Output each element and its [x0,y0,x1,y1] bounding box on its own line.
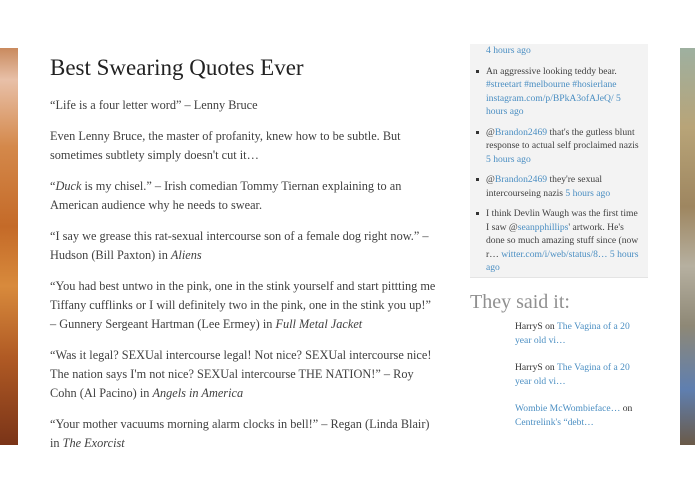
twitter-widget [470,44,648,278]
recent-comments-list [470,320,648,430]
tweet-link[interactable]: 5 hours ago [486,92,621,117]
tweet-link[interactable]: #streetart #melbourne #hosierlane instagram.com/p/BPkA3ofAJeQ/ [486,79,617,104]
comment-post-link[interactable]: The Vagina of a 20 year old vi… [515,362,630,387]
post-body [50,96,440,453]
tweet-link[interactable]: 5 hours ago [486,248,639,273]
paragraph-text: “Was it legal? SEXUal intercourse legal! Not nice? SEXUal intercourse nice! The nation says I'm not nice? SEXUal intercourse THE NATION!” – Roy Cohn (Al Pacino) in [50,348,432,400]
paragraph-text: “Life is a four letter word” – Lenny Bruce [50,98,258,112]
paragraph-text: “I say we grease this rat-sexual intercourse son of a female dog right now.” – Hudson (Bill Paxton) in [50,229,429,262]
tweet-item [476,173,640,200]
recent-comment-item [515,320,648,348]
post-content [50,48,440,465]
tweet-text: An aggressive looking teddy bear. [486,65,617,77]
quote-paragraph [50,346,440,403]
comment-author: HarryS [515,362,543,373]
background-nebula-image-right [680,48,695,445]
film-title: Full Metal Jacket [275,317,363,331]
tweet-link[interactable]: seanpphillips [517,221,569,233]
quote-paragraph [50,227,440,265]
sidebar [470,45,648,443]
quote-paragraph [50,415,440,453]
paragraph-text: “You had best untwo in the pink, one in the stink yourself and start pittting me Tiffany cufflinks or I will definitely two in the pink, one in the stink you up!” – Gunnery Sergeant Hartman (Lee Ermey) in [50,279,436,331]
tweet-link[interactable]: 4 hours ago [486,45,531,56]
tweet-list [476,44,640,275]
recent-comment-item [515,361,648,389]
tweet-item [476,65,640,119]
tweet-text: @ [486,126,495,138]
film-title: Aliens [170,248,202,262]
page-title: Best Swearing Quotes Ever [50,55,304,80]
comment-on-label: on [542,362,557,373]
film-title: Duck [55,179,82,193]
tweet-text: ' artwork. He's done so much amazing stuff since (now r… [486,221,639,260]
paragraph-text: Even Lenny Bruce, the master of profanity, knew how to be subtle. But sometimes subtlety simply doesn't cut it… [50,129,401,162]
quote-paragraph [50,127,440,165]
background-nebula-image-left [0,48,18,445]
tweet-link[interactable]: Brandon2469 [494,126,548,138]
recent-comment-item [515,402,648,430]
tweet-text: I think Devlin Waugh was the first time I saw @ [486,208,638,233]
tweet-link[interactable]: 5 hours ago [565,187,611,199]
paragraph-text: “ [50,179,56,193]
quote-paragraph [50,96,440,115]
tweet-link[interactable]: witter.com/i/web/status/8… [501,248,608,260]
tweet-link[interactable]: Brandon2469 [494,174,548,185]
film-title: Angels in America [152,386,244,400]
comment-on-label: on [620,403,633,414]
tweet-text: they're sexual intercourseing nazis [486,174,603,199]
tweet-link[interactable]: 5 hours ago [486,153,531,165]
recent-comments-title: They said it: [470,291,570,313]
comment-on-label: on [542,321,557,332]
comment-author: HarryS [515,321,543,332]
quote-paragraph [50,277,440,334]
paragraph-text: is my chisel.” – Irish comedian Tommy Tiernan explaining to an American audience why he needs to swear. [50,179,402,212]
tweet-text: @ [486,174,495,185]
tweet-item [476,126,640,167]
tweet-item [476,44,640,58]
comment-post-link[interactable]: The Vagina of a 20 year old vi… [515,321,630,346]
paragraph-text: “Your mother vacuums morning alarm clocks in bell!” – Regan (Linda Blair) in [50,417,430,450]
film-title: The Exorcist [62,436,125,450]
comment-post-link[interactable]: Centrelink's “debt… [515,417,594,428]
tweet-item [476,207,640,275]
comment-author[interactable]: Wombie McWombieface… [515,403,621,414]
tweet-text: that's the gutless blunt response to actual self proclaimed nazis [486,126,639,151]
quote-paragraph [50,177,440,215]
